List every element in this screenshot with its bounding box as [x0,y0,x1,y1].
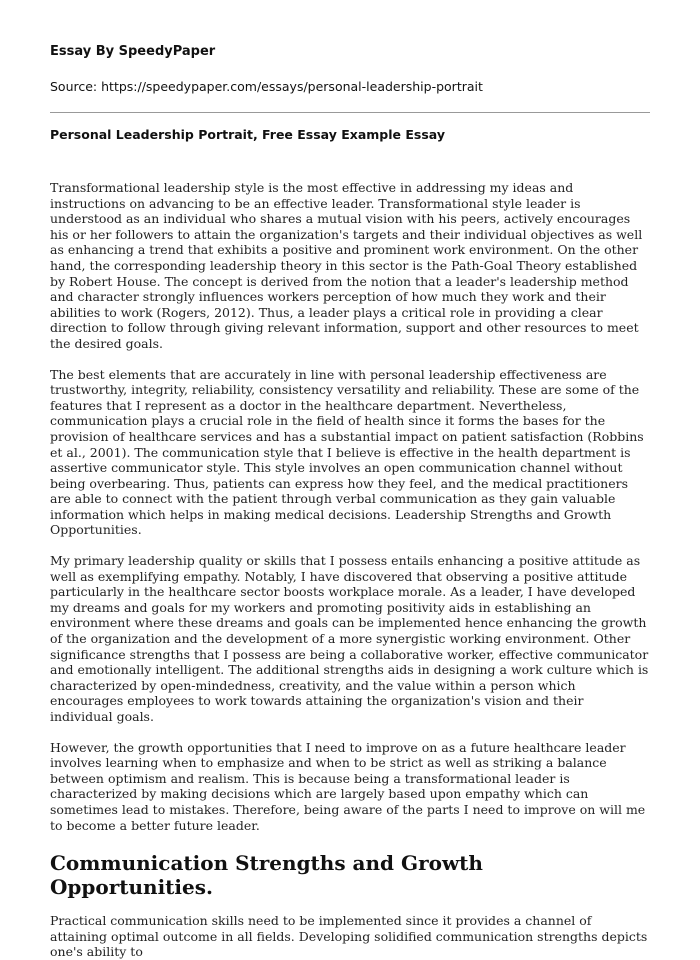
essay-title: Personal Leadership Portrait, Free Essay Example Essay [50,127,445,142]
source-line: Source: https://speedypaper.com/essays/personal-leadership-portrait [50,79,483,94]
paragraph-4: However, the growth opportunities that I need to improve on as a future healthcare leader involves learning when to emphasize and when to be strict as well as striking a balance between optimism and realism. This is because being a transformational leader is characterized by making decisions which are largely based upon empathy which can sometimes lead to mistakes. Therefore, being aware of the parts I need to improve on will me to become a better future leader. [50,739,646,833]
paragraph-1: Transformational leadership style is the most effective in addressing my ideas and instructions on advancing to be an effective leader. Transformational style leader is understood as an individual who shares a mutual vision with his peers, actively encourages his or her followers to attain the organization's targets and their individual objectives as well as enhancing a trend that exhibits a positive and prominent work environment. On the other hand, the corresponding leadership theory in this sector is the Path-Goal Theory established by Robert House. The concept is derived from the notion that a leader's leadership method and character strongly influences workers perception of how much they work and their abilities to work (Rogers, 2012). Thus, a leader plays a critical role in providing a clear direction to follow through giving relevant information, support and other resources to meet the desired goals. [50,180,643,351]
header-divider [50,112,650,113]
essay-body [50,180,650,960]
section-paragraph: Practical communication skills need to be implemented since it provides a channel of attaining optimal outcome in all fields. Developing solidified communication strengths depicts one's ability to [50,913,648,960]
paragraph-2: The best elements that are accurately in line with personal leadership effectiveness are trustworthy, integrity, reliability, consistency versatility and reliability. These are some of the features that I represent as a doctor in the healthcare department. Nevertheless, communication plays a crucial role in the field of health since it forms the bases for the provision of healthcare services and has a substantial impact on patient satisfaction (Robbins et al., 2001). The communication style that I believe is effective in the health department is assertive communicator style. This style involves an open communication channel without being overbearing. Thus, patients can express how they feel, and the medical practitioners are able to connect with the patient through verbal communication as they gain valuable information which helps in making medical decisions. Leadership Strengths and Growth Opportunities. [50,366,644,538]
brand-title: Essay By SpeedyPaper [50,44,216,59]
paragraph-3: My primary leadership quality or skills that I possess entails enhancing a positive attitude as well as exemplifying empathy. Notably, I have discovered that observing a positive attitude particularly in the healthcare sector boosts workplace morale. As a leader, I have developed my dreams and goals for my workers and promoting positivity aids in establishing an environment where these dreams and goals can be implemented hence enhancing the growth of the organization and the development of a more synergistic working environment. Other significance strengths that I possess are being a collaborative worker, effective communicator and emotionally intelligent. The additional strengths aids in designing a work culture which is characterized by open-mindedness, creativity, and the value within a person which encourages employees to work towards attaining the organization's vision and their individual goals. [50,553,649,724]
section-heading: Communication Strengths and Growth Opportunities. [50,851,483,900]
